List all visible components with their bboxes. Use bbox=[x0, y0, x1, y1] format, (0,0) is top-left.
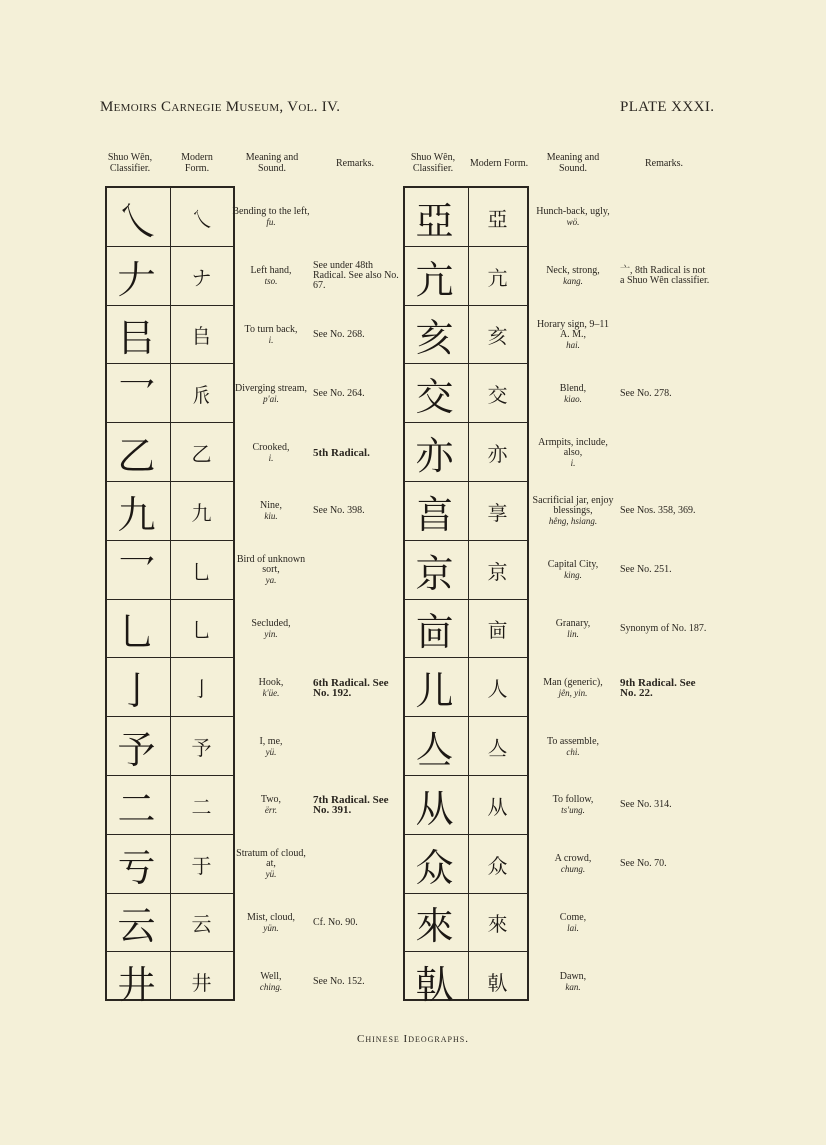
seal-character: 亼 bbox=[415, 728, 454, 773]
meaning-text: Man (generic), bbox=[543, 676, 603, 688]
sound-text: hai. bbox=[566, 339, 580, 350]
meaning-sound bbox=[232, 188, 310, 247]
remark-text: 亠, 8th Radical is not a Shuo Wên classifier. bbox=[620, 265, 710, 287]
meaning-text: Hook, bbox=[258, 676, 284, 688]
meaning-text: Dawn, bbox=[559, 970, 587, 982]
modern-character: 亦 bbox=[487, 442, 508, 467]
right-column-header-3: Remarks. bbox=[644, 157, 684, 169]
sound-text: ts'ung. bbox=[561, 805, 585, 816]
meaning-text: Neck, strong, bbox=[546, 265, 600, 277]
meaning-text: Hunch-back, ugly, bbox=[536, 206, 610, 218]
meaning-text: Blend, bbox=[559, 382, 587, 394]
meaning-text: To follow, bbox=[552, 794, 594, 806]
remark-text: See No. 268. bbox=[313, 328, 365, 340]
sound-text: tso. bbox=[264, 276, 278, 287]
meaning-sound bbox=[532, 482, 614, 541]
sound-text: kang. bbox=[563, 276, 583, 287]
meaning-sound bbox=[532, 776, 614, 835]
seal-character: 云 bbox=[117, 904, 156, 949]
meaning-text: Bending to the left, bbox=[232, 206, 310, 218]
seal-character: 九 bbox=[117, 492, 156, 537]
left-column-header-0: Shuo Wên, Classifier. bbox=[107, 152, 153, 174]
remark-text: See No. 152. bbox=[313, 975, 365, 987]
remark-text: See No. 314. bbox=[620, 799, 672, 811]
modern-character: 亢 bbox=[487, 265, 508, 290]
remark-text: See No. 251. bbox=[620, 564, 672, 576]
meaning-sound bbox=[232, 835, 310, 894]
seal-character: 㐭 bbox=[415, 610, 454, 655]
sound-text: i. bbox=[268, 334, 274, 345]
seal-character: 亯 bbox=[415, 492, 454, 537]
meaning-sound bbox=[232, 776, 310, 835]
modern-character: 乚 bbox=[191, 618, 212, 643]
seal-character: 𠂇 bbox=[117, 257, 156, 302]
left-column-header-2: Meaning and Sound. bbox=[245, 152, 299, 174]
sound-text: ya. bbox=[265, 575, 277, 586]
meaning-sound bbox=[532, 306, 614, 365]
right-column-header-2: Meaning and Sound. bbox=[546, 152, 600, 174]
remark-text: See under 48th Radical. See also No. 67. bbox=[313, 260, 399, 292]
meaning-sound bbox=[532, 717, 614, 776]
modern-character: 于 bbox=[191, 853, 212, 878]
meaning-sound bbox=[232, 423, 310, 482]
modern-character: 㐭 bbox=[487, 618, 508, 643]
remark-text: See No. 70. bbox=[620, 858, 667, 870]
right-column-header-1: Modern Form. bbox=[469, 157, 529, 169]
modern-character: 交 bbox=[487, 383, 508, 408]
meaning-text: Granary, bbox=[555, 617, 591, 629]
meaning-text: I, me, bbox=[259, 735, 283, 747]
meaning-text: Mist, cloud, bbox=[246, 911, 296, 923]
sound-text: kiao. bbox=[564, 393, 582, 404]
sound-text: hêng, hsiang. bbox=[548, 516, 598, 527]
modern-character: 來 bbox=[487, 912, 508, 937]
modern-character: 乀 bbox=[191, 206, 212, 231]
sound-text: p'ai. bbox=[263, 393, 279, 404]
modern-character: 𠂤 bbox=[191, 324, 212, 349]
meaning-sound bbox=[532, 835, 614, 894]
meaning-sound bbox=[532, 952, 614, 1011]
meaning-text: To assemble, bbox=[546, 735, 600, 747]
seal-character: 亏 bbox=[117, 845, 156, 890]
meaning-sound bbox=[532, 541, 614, 600]
meaning-text: Come, bbox=[559, 911, 587, 923]
seal-character: 儿 bbox=[415, 669, 454, 714]
meaning-text: To turn back, bbox=[244, 323, 298, 335]
meaning-sound bbox=[232, 306, 310, 365]
seal-character: 交 bbox=[415, 375, 454, 420]
modern-character: 亥 bbox=[487, 324, 508, 349]
modern-character: 亞 bbox=[487, 206, 508, 231]
seal-character: 众 bbox=[415, 845, 454, 890]
meaning-sound bbox=[232, 364, 310, 423]
sound-text: jên, yin. bbox=[558, 687, 588, 698]
seal-character: 乙 bbox=[117, 434, 156, 479]
sound-text: yün. bbox=[263, 922, 279, 933]
remark-text: Synonym of No. 187. bbox=[620, 622, 707, 634]
meaning-sound bbox=[232, 952, 310, 1011]
meaning-text: Nine, bbox=[260, 500, 282, 512]
modern-character: 从 bbox=[487, 794, 508, 819]
modern-character: ナ bbox=[191, 265, 212, 290]
modern-character: 云 bbox=[191, 912, 212, 937]
remark-text: See Nos. 358, 369. bbox=[620, 505, 696, 517]
meaning-sound bbox=[532, 600, 614, 659]
seal-character: 乛 bbox=[117, 551, 156, 596]
meaning-sound bbox=[232, 541, 310, 600]
modern-character: 享 bbox=[487, 500, 508, 525]
plate-caption: Chinese Ideographs. bbox=[357, 1033, 469, 1045]
modern-character: 京 bbox=[487, 559, 508, 584]
meaning-sound bbox=[532, 658, 614, 717]
left-column-header-1: Modern Form. bbox=[181, 152, 213, 174]
modern-character: 二 bbox=[191, 794, 212, 819]
seal-character: 乚 bbox=[117, 610, 156, 655]
modern-character: 亼 bbox=[487, 736, 508, 761]
meaning-text: Stratum of cloud, at, bbox=[236, 848, 306, 870]
modern-character: 乙 bbox=[191, 442, 212, 467]
meaning-text: Sacrificial jar, enjoy blessings, bbox=[532, 495, 614, 517]
meaning-sound bbox=[532, 894, 614, 953]
remark-text: 5th Radical. bbox=[313, 446, 370, 459]
sound-text: lai. bbox=[567, 922, 579, 933]
meaning-sound bbox=[532, 364, 614, 423]
sound-text: kan. bbox=[565, 981, 581, 992]
seal-character: ⺂ bbox=[117, 375, 156, 420]
meaning-text: Well, bbox=[260, 970, 282, 982]
meaning-text: Armpits, include, also, bbox=[538, 436, 608, 458]
sound-text: i. bbox=[268, 452, 274, 463]
sound-text: king. bbox=[564, 570, 582, 581]
sound-text: ërr. bbox=[264, 805, 278, 816]
seal-character: 亦 bbox=[415, 434, 454, 479]
meaning-sound bbox=[232, 894, 310, 953]
plate-number: PLATE XXXI. bbox=[620, 99, 715, 115]
modern-character: 亅 bbox=[191, 677, 212, 702]
meaning-text: Left hand, bbox=[250, 265, 292, 277]
sound-text: ching. bbox=[259, 981, 283, 992]
sound-text: kiu. bbox=[264, 511, 278, 522]
seal-character: 从 bbox=[415, 786, 454, 831]
sound-text: yin. bbox=[264, 628, 278, 639]
meaning-text: Crooked, bbox=[252, 441, 290, 453]
sound-text: chi. bbox=[566, 746, 580, 757]
meaning-text: A crowd, bbox=[554, 853, 592, 865]
meaning-text: Two, bbox=[260, 794, 282, 806]
remark-text: 7th Radical. See No. 391. bbox=[313, 794, 389, 817]
seal-character: 井 bbox=[117, 963, 156, 1008]
modern-character: 倝 bbox=[487, 971, 508, 996]
seal-character: 來 bbox=[415, 904, 454, 949]
sound-text: yü. bbox=[265, 746, 277, 757]
sound-text: i. bbox=[570, 457, 576, 468]
sound-text: k'üe. bbox=[262, 687, 280, 698]
seal-character: 亢 bbox=[415, 257, 454, 302]
meaning-sound bbox=[532, 247, 614, 306]
meaning-sound bbox=[232, 717, 310, 776]
remark-text: See No. 278. bbox=[620, 387, 672, 399]
seal-character: 二 bbox=[117, 786, 156, 831]
meaning-sound bbox=[232, 658, 310, 717]
seal-character: 亅 bbox=[117, 669, 156, 714]
sound-text: chung. bbox=[560, 864, 586, 875]
sound-text: yü. bbox=[265, 869, 277, 880]
running-header-title: Memoirs Carnegie Museum, Vol. IV. bbox=[100, 99, 341, 115]
modern-character: 乚 bbox=[191, 559, 212, 584]
modern-character: 九 bbox=[191, 500, 212, 525]
meaning-text: Bird of unknown sort, bbox=[236, 554, 306, 576]
meaning-sound bbox=[232, 247, 310, 306]
seal-character: 乀 bbox=[117, 198, 156, 243]
seal-character: 㠯 bbox=[117, 316, 156, 361]
left-column-header-3: Remarks. bbox=[335, 157, 375, 169]
remark-text: See No. 264. bbox=[313, 387, 365, 399]
meaning-text: Horary sign, 9–11 A. M., bbox=[536, 318, 610, 340]
meaning-text: Capital City, bbox=[547, 559, 599, 571]
modern-character: 𠂢 bbox=[191, 383, 212, 408]
meaning-sound bbox=[532, 188, 614, 247]
seal-character: 予 bbox=[117, 728, 156, 773]
meaning-text: Secluded, bbox=[251, 617, 291, 629]
modern-character: 人 bbox=[487, 677, 508, 702]
seal-character: 亥 bbox=[415, 316, 454, 361]
remark-text: 6th Radical. See No. 192. bbox=[313, 676, 389, 699]
seal-character: 倝 bbox=[415, 963, 454, 1008]
meaning-sound bbox=[232, 600, 310, 659]
modern-character: 予 bbox=[191, 736, 212, 761]
modern-character: 井 bbox=[191, 971, 212, 996]
right-column-header-0: Shuo Wên, Classifier. bbox=[410, 152, 456, 174]
sound-text: lin. bbox=[567, 628, 579, 639]
sound-text: wö. bbox=[566, 217, 580, 228]
remark-text: See No. 398. bbox=[313, 505, 365, 517]
remark-text: 9th Radical. See No. 22. bbox=[620, 676, 696, 699]
seal-character: 京 bbox=[415, 551, 454, 596]
meaning-sound bbox=[532, 423, 614, 482]
meaning-sound bbox=[232, 482, 310, 541]
seal-character: 亞 bbox=[415, 198, 454, 243]
sound-text: fu. bbox=[266, 217, 276, 228]
meaning-text: Diverging stream, bbox=[234, 382, 308, 394]
remark-text: Cf. No. 90. bbox=[313, 916, 358, 928]
modern-character: 众 bbox=[487, 853, 508, 878]
